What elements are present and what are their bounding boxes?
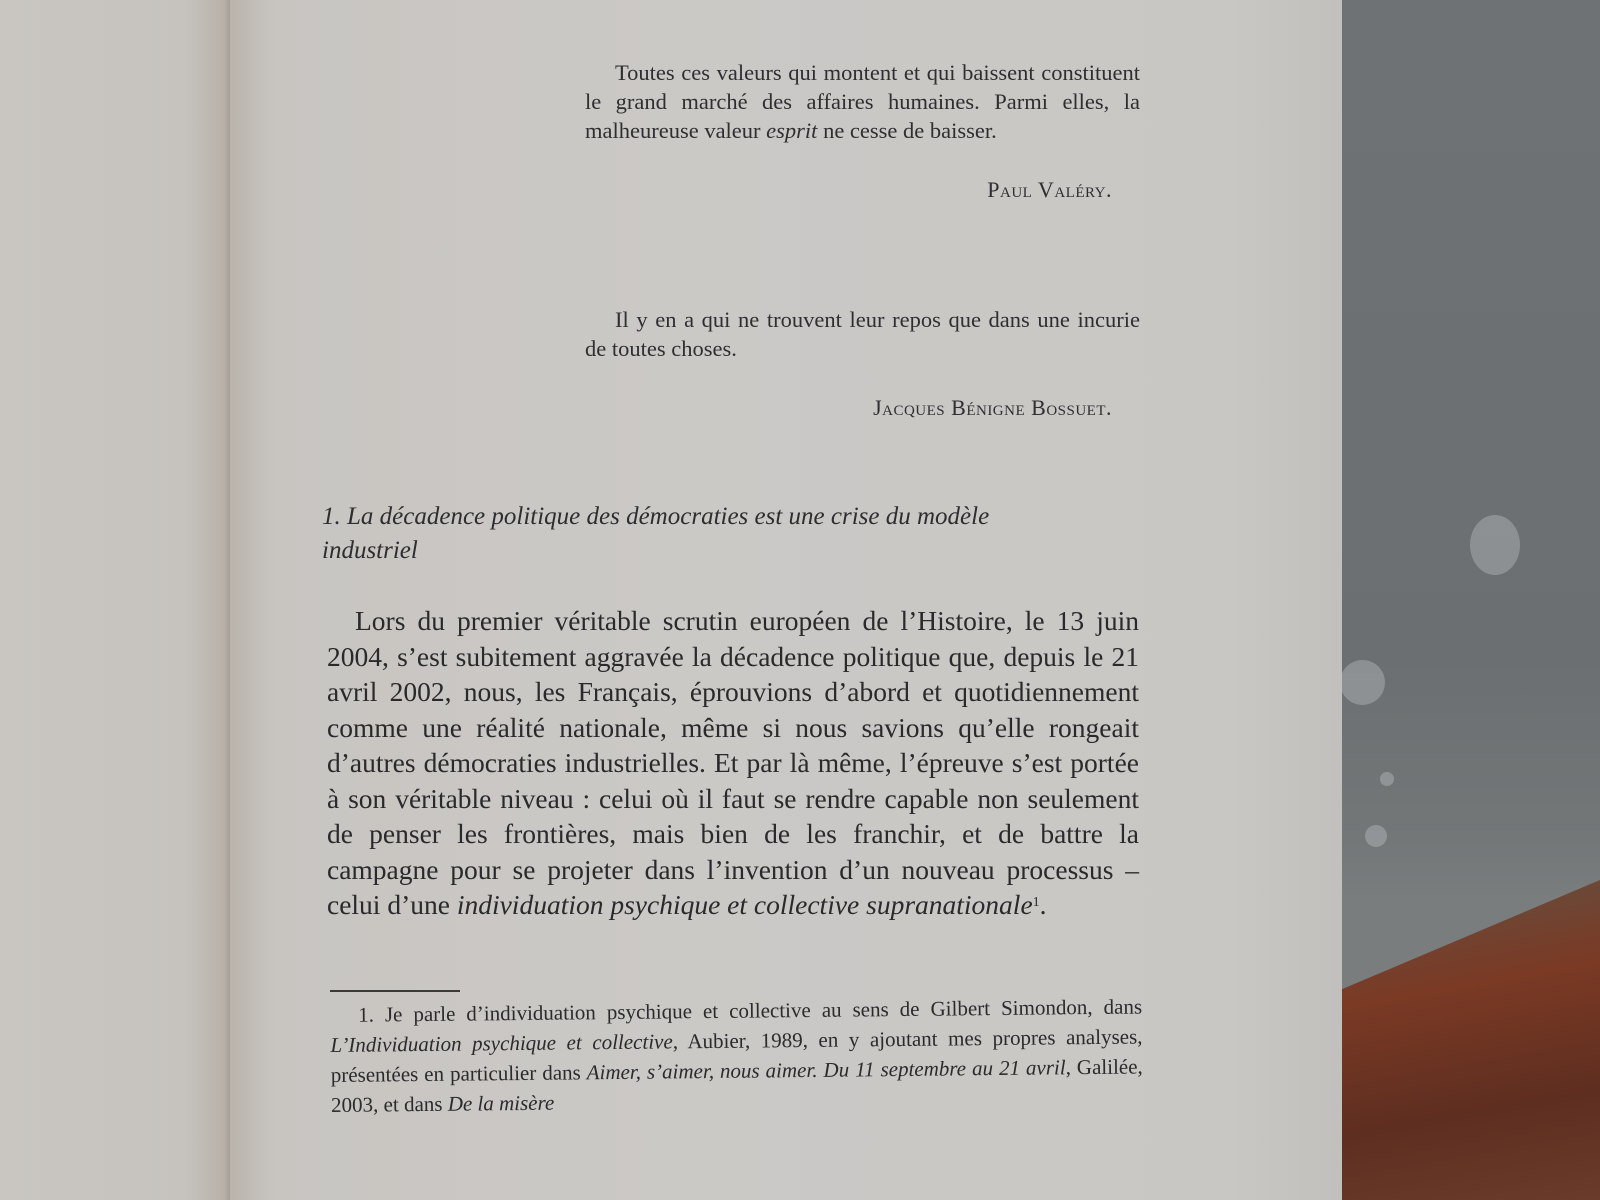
- footnote-book-title: De la misère: [447, 1090, 555, 1116]
- glass-reflection: [1380, 772, 1394, 786]
- left-page: [0, 0, 230, 1200]
- epigraph-bossuet: [585, 305, 1140, 422]
- footnote-text: Je parle d’individuation psychique et collective au sens de Gilbert Simondon, dans: [373, 994, 1143, 1027]
- glass-reflection: [1340, 660, 1385, 705]
- body-paragraph: [327, 603, 1139, 923]
- footnote-divider: [330, 990, 460, 992]
- book-page: [230, 0, 1342, 1200]
- epigraph-author: Paul Valéry.: [987, 177, 1112, 202]
- epigraph-quote: [585, 58, 1140, 145]
- quote-text: ne cesse de baisser.: [817, 118, 997, 143]
- epigraph-valery: [585, 58, 1140, 204]
- epigraph-author: Jacques Bénigne Bossuet.: [873, 395, 1112, 420]
- epigraph-quote: Il y en a qui ne trouvent leur repos que dans une incurie de toutes choses.: [585, 307, 1140, 361]
- footnote-book-title: Aimer, s’aimer, nous aimer. Du 11 septembre au 21 avril: [586, 1055, 1066, 1085]
- glass-reflection: [1365, 825, 1387, 847]
- footnote-text: , Galilée, 2003, et dans: [330, 1054, 1143, 1117]
- footnote-number: 1.: [358, 1002, 375, 1027]
- footnote-marker[interactable]: 1: [1032, 895, 1040, 910]
- paragraph-emphasis: individuation psychique et collective supranationale: [456, 889, 1033, 920]
- glass-reflection: [1470, 515, 1520, 575]
- footnote-book-title: L’Individuation psychique et collective: [330, 1029, 673, 1057]
- paragraph-text: Lors du premier véritable scrutin européen de l’Histoire, le 13 juin 2004, s’est subitement aggravée la décadence politique que, depuis le 21 avril 2002, nous, les Français, éprouvions d’abord et quotidiennement comme une réalité nationale, même si nous savions qu’elle rongeait d’autres démocraties industrielles. Et par là même, l’épreuve s’est portée à son véritable niveau : celui où il faut se rendre capable non seulement de penser les frontières, mais bien de les franchir, et de battre la campagne pour se projeter dans l’invention d’un nouveau processus – celui d’une: [327, 605, 1139, 920]
- footnote: [330, 991, 1143, 1119]
- quote-text: Toutes ces valeurs qui montent et qui baissent constituent le grand marché des affaires humaines. Parmi elles, la malheureuse valeur: [585, 60, 1140, 143]
- paragraph-end: .: [1039, 889, 1047, 920]
- quote-emphasis: esprit: [766, 118, 818, 143]
- section-title: 1. La décadence politique des démocraties est une crise du modèle industriel: [322, 503, 990, 564]
- footnote-text: , Aubier, 1989, en y ajoutant mes propres analyses, présentées en particulier dans: [330, 1024, 1143, 1087]
